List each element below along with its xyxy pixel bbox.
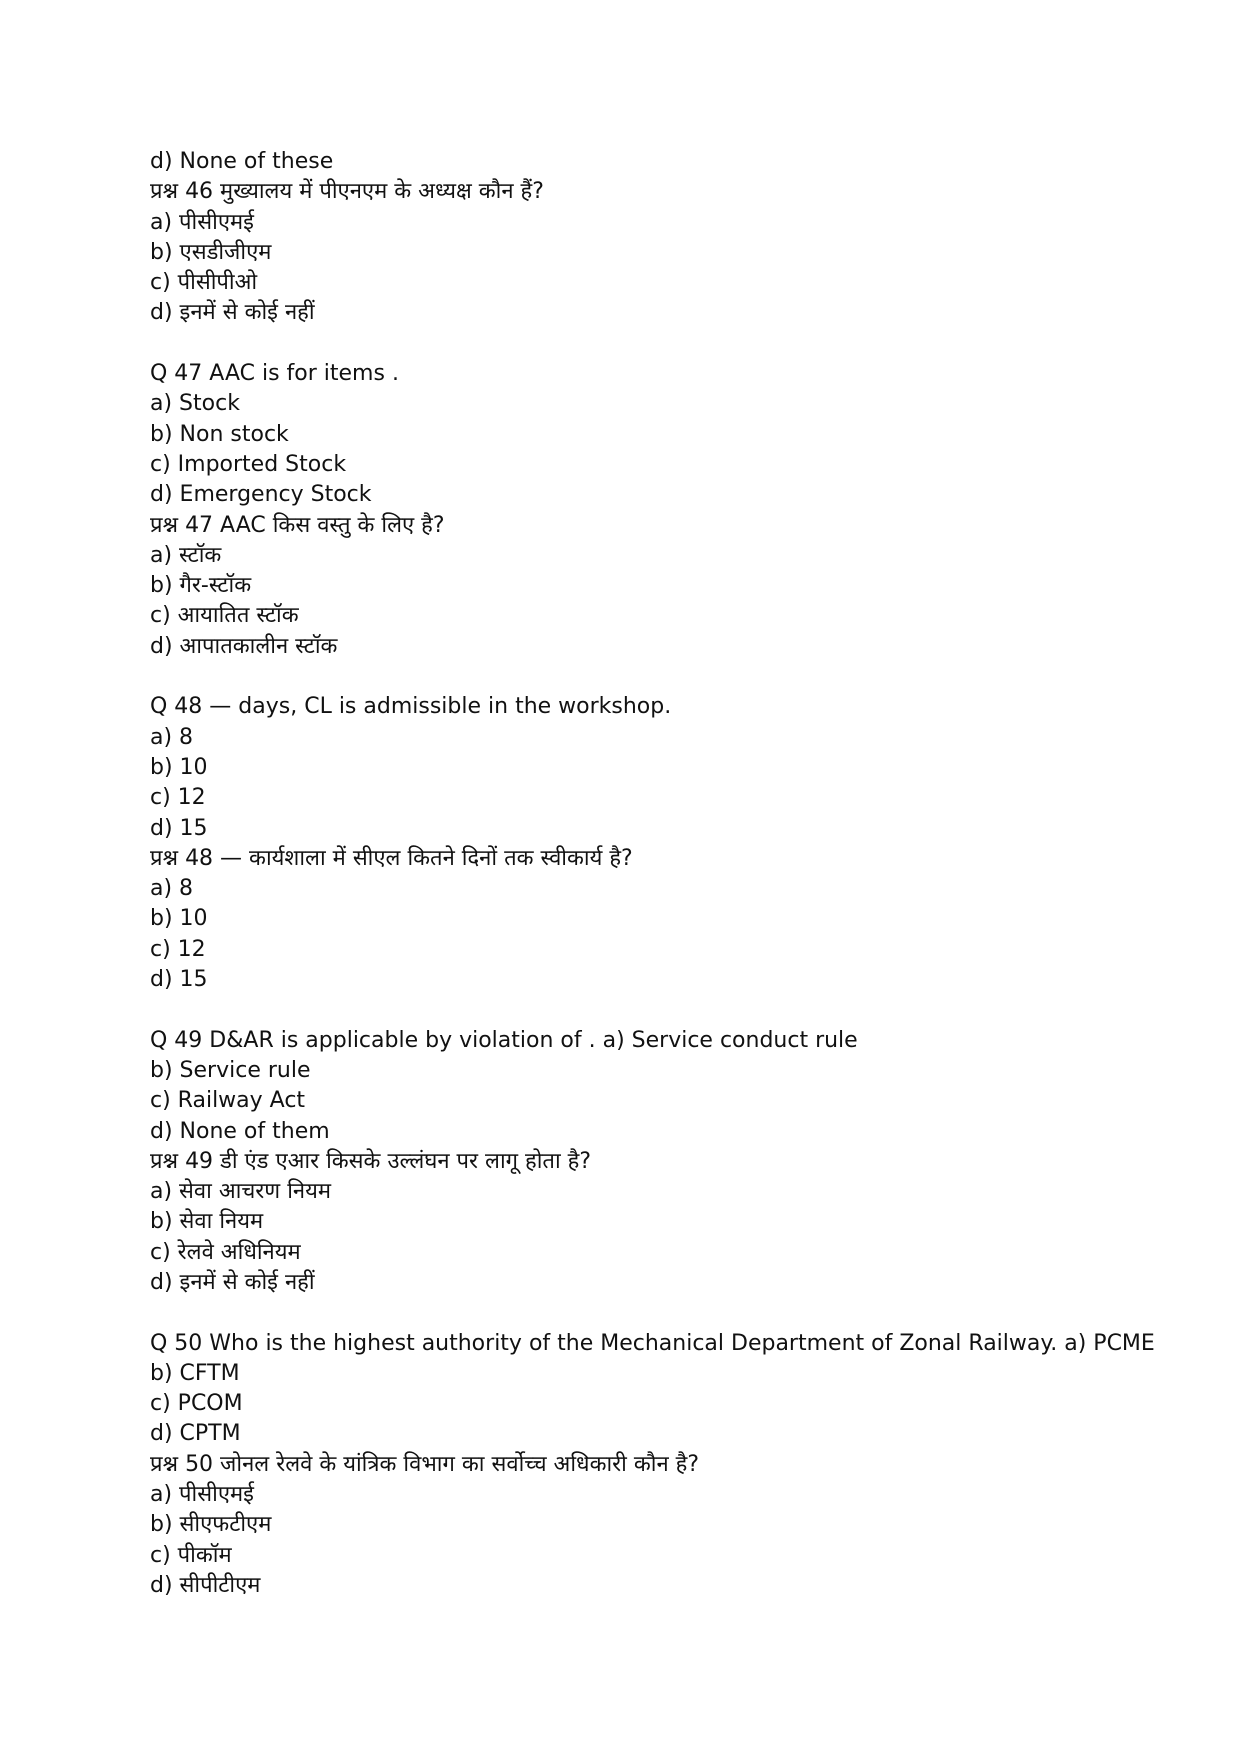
question-48-hindi: प्रश्न 48 — कार्यशाला में सीएल कितने दिनों तक स्वीकार्य है? bbox=[150, 845, 633, 871]
option-line: c) PCOM bbox=[150, 1391, 243, 1417]
option-line: c) 12 bbox=[150, 936, 206, 962]
option-line: a) सेवा आचरण नियम bbox=[150, 1179, 332, 1205]
option-line: b) Non stock bbox=[150, 421, 289, 447]
option-line: b) सीएफटीएम bbox=[150, 1512, 272, 1538]
option-line: d) इनमें से कोई नहीं bbox=[150, 300, 315, 326]
option-line: d) None of them bbox=[150, 1118, 330, 1144]
option-line: b) सेवा नियम bbox=[150, 1209, 264, 1235]
question-46-hindi: प्रश्न 46 मुख्यालय में पीएनएम के अध्यक्ष कौन हैं? bbox=[150, 179, 544, 205]
option-line: c) Railway Act bbox=[150, 1088, 306, 1114]
blank-line bbox=[150, 662, 1200, 692]
option-line: a) पीसीएमई bbox=[150, 1482, 254, 1508]
option-line: b) Service rule bbox=[150, 1057, 311, 1083]
question-47-english: Q 47 AAC is for items . bbox=[150, 361, 399, 387]
question-text-block bbox=[150, 147, 1200, 1601]
option-line: a) 8 bbox=[150, 876, 194, 902]
option-line: b) 10 bbox=[150, 906, 208, 932]
option-line: c) पीसीपीओ bbox=[150, 270, 258, 296]
option-line: b) गैर-स्टॉक bbox=[150, 573, 252, 599]
option-line: d) 15 bbox=[150, 815, 208, 841]
question-48-english: Q 48 — days, CL is admissible in the workshop. bbox=[150, 694, 672, 720]
option-line: d) आपातकालीन स्टॉक bbox=[150, 633, 338, 659]
option-line: c) Imported Stock bbox=[150, 451, 347, 477]
question-49-hindi: प्रश्न 49 डी एंड एआर किसके उल्लंघन पर लागू होता है? bbox=[150, 1148, 591, 1174]
option-line: b) CFTM bbox=[150, 1360, 240, 1386]
option-line: d) इनमें से कोई नहीं bbox=[150, 1269, 315, 1295]
question-49-english: Q 49 D&AR is applicable by violation of . a) Service conduct rule bbox=[150, 1027, 858, 1053]
option-line: c) रेलवे अधिनियम bbox=[150, 1239, 301, 1265]
blank-line bbox=[150, 995, 1200, 1025]
option-line: a) Stock bbox=[150, 391, 240, 417]
option-line: d) 15 bbox=[150, 967, 208, 993]
blank-line bbox=[150, 329, 1200, 359]
option-line: b) 10 bbox=[150, 754, 208, 780]
option-line: a) पीसीएमई bbox=[150, 209, 254, 235]
option-line: d) सीपीटीएम bbox=[150, 1572, 261, 1598]
option-line: c) पीकॉम bbox=[150, 1542, 232, 1568]
option-line: a) स्टॉक bbox=[150, 542, 222, 568]
question-50-hindi: प्रश्न 50 जोनल रेलवे के यांत्रिक विभाग का सर्वोच्च अधिकारी कौन है? bbox=[150, 1451, 700, 1477]
option-line: c) आयातित स्टॉक bbox=[150, 603, 299, 629]
option-line: d) Emergency Stock bbox=[150, 482, 372, 508]
text-line: d) None of these bbox=[150, 149, 334, 174]
question-47-hindi: प्रश्न 47 AAC किस वस्तु के लिए है? bbox=[150, 512, 445, 538]
option-line: c) 12 bbox=[150, 785, 206, 811]
option-line: b) एसडीजीएम bbox=[150, 239, 272, 265]
option-line: a) 8 bbox=[150, 724, 194, 750]
option-line: d) CPTM bbox=[150, 1421, 241, 1447]
question-50-english: Q 50 Who is the highest authority of the Mechanical Department of Zonal Railway. a) PCME bbox=[150, 1330, 1155, 1356]
blank-line bbox=[150, 1298, 1200, 1328]
